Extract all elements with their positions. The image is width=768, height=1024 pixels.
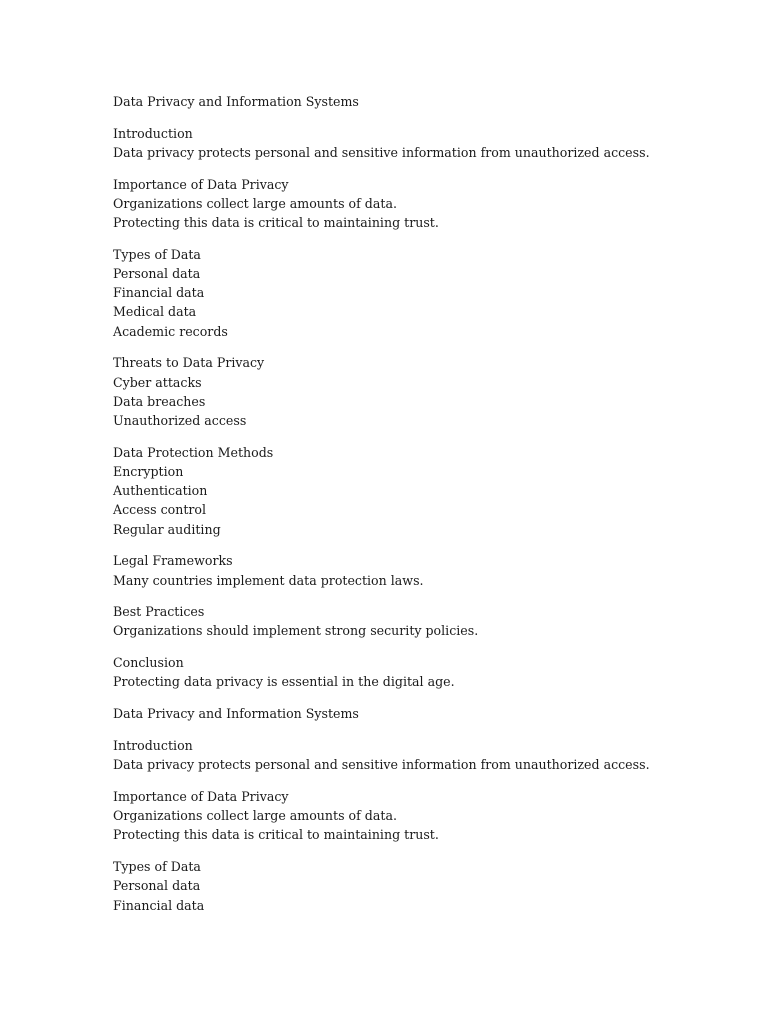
- section-heading: Importance of Data Privacy: [113, 788, 289, 804]
- paragraph-line: Organizations collect large amounts of data.: [113, 808, 397, 824]
- section-heading: Best Practices: [113, 604, 205, 620]
- list-item: Cyber attacks: [113, 374, 202, 390]
- section-introduction: [113, 124, 713, 162]
- list-item: Authentication: [113, 483, 208, 499]
- section-heading: Types of Data: [113, 246, 201, 262]
- section-heading: Importance of Data Privacy: [113, 176, 289, 192]
- section-heading: Introduction: [113, 738, 193, 753]
- paragraph-line: Many countries implement data protection laws.: [113, 572, 424, 588]
- list-item: Encryption: [113, 463, 184, 479]
- section-protection-methods: [113, 443, 713, 539]
- list-item: Data breaches: [113, 393, 206, 409]
- list-item: Medical data: [113, 304, 197, 320]
- list-item: Personal data: [113, 266, 201, 282]
- list-item: Financial data: [113, 897, 205, 913]
- list-item: Financial data: [113, 285, 205, 301]
- section-best-practices: [113, 602, 713, 640]
- document-title: Data Privacy and Information Systems: [113, 706, 359, 722]
- paragraph-line: Data privacy protects personal and sensitive information from unauthorized access.: [113, 144, 650, 160]
- section-types-of-data-repeat: [113, 857, 713, 915]
- section-conclusion: [113, 653, 713, 691]
- list-item: Personal data: [113, 878, 201, 894]
- section-heading: Types of Data: [113, 859, 201, 875]
- section-heading: Conclusion: [113, 655, 184, 671]
- list-item: Unauthorized access: [113, 413, 247, 428]
- section-heading: Data Protection Methods: [113, 444, 274, 460]
- document-title: Data Privacy and Information Systems: [113, 94, 359, 109]
- paragraph-line: Data privacy protects personal and sensitive information from unauthorized access.: [113, 757, 650, 773]
- section-threats: [113, 353, 713, 430]
- list-item: Access control: [113, 502, 207, 518]
- document-page: [113, 92, 713, 927]
- list-item: Regular auditing: [113, 521, 221, 537]
- paragraph-line: Protecting this data is critical to maintaining trust.: [113, 215, 439, 231]
- section-introduction-repeat: [113, 736, 713, 774]
- section-legal-frameworks: [113, 551, 713, 589]
- section-importance-repeat: [113, 787, 713, 845]
- document-title-block: [113, 92, 713, 111]
- section-heading: Threats to Data Privacy: [113, 355, 265, 371]
- section-importance: [113, 175, 713, 233]
- section-types-of-data: [113, 245, 713, 341]
- section-heading: Introduction: [113, 125, 193, 141]
- list-item: Academic records: [113, 323, 228, 339]
- paragraph-line: Protecting data privacy is essential in the digital age.: [113, 674, 455, 690]
- document-title-block-repeat: [113, 704, 713, 723]
- section-heading: Legal Frameworks: [113, 553, 233, 569]
- paragraph-line: Organizations should implement strong security policies.: [113, 623, 479, 639]
- paragraph-line: Organizations collect large amounts of data.: [113, 195, 397, 211]
- paragraph-line: Protecting this data is critical to maintaining trust.: [113, 827, 439, 843]
